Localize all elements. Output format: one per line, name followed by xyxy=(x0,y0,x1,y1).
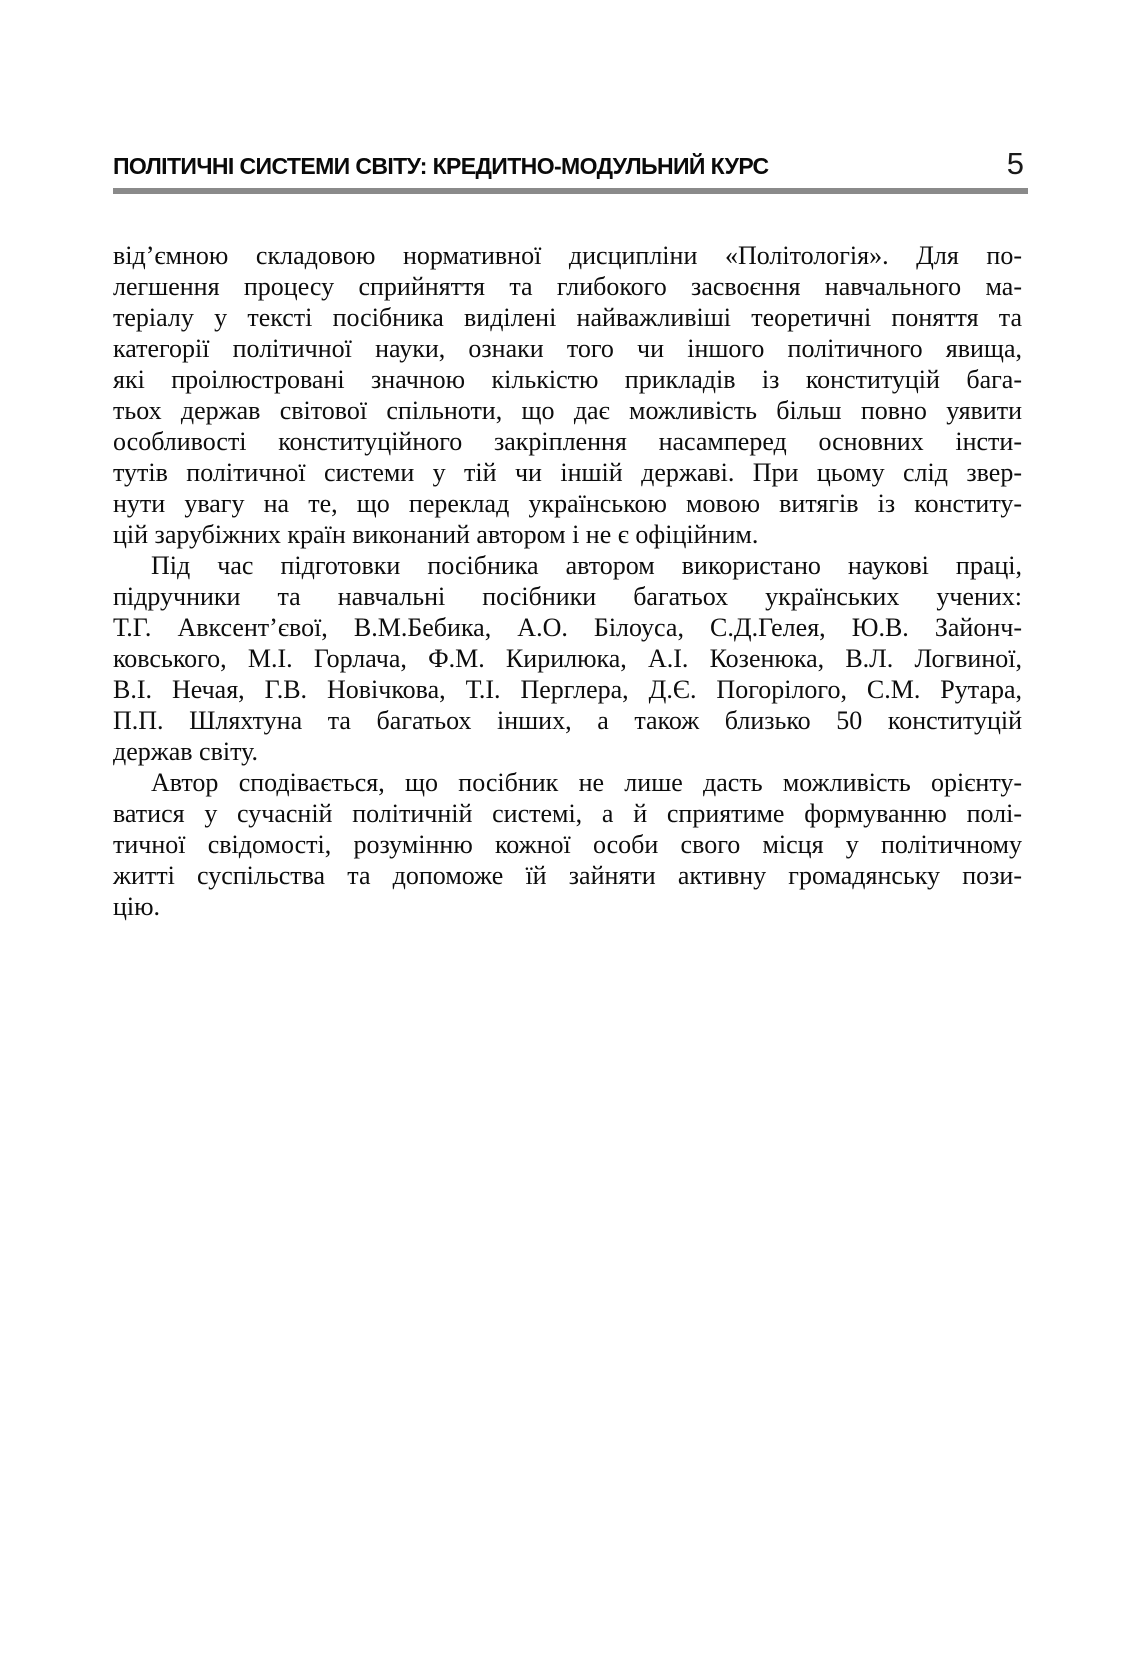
text-line: легшення процесу сприйняття та глибокого засвоєння навчального ма- xyxy=(113,272,1022,301)
text-line: цію. xyxy=(113,892,161,921)
text-line: тутів політичної системи у тій чи іншій державі. При цьому слід звер- xyxy=(113,458,1022,487)
text-line: житті суспільства та допоможе їй зайняти активну громадянську пози- xyxy=(113,861,1022,890)
text-line: від’ємною складовою нормативної дисципліни «Політологія». Для по- xyxy=(113,241,1022,270)
text-line: тьох держав світової спільноти, що дає можливість більш повно уявити xyxy=(113,396,1022,425)
text-line: які проілюстровані значною кількістю прикладів із конституцій бага- xyxy=(113,365,1022,394)
text-line: тичної свідомості, розумінню кожної особи свого місця у політичному xyxy=(113,830,1022,859)
text-line: ватися у сучасній політичній системі, а й сприятиме формуванню полі- xyxy=(113,799,1022,828)
text-line: ковського, М.І. Горлача, Ф.М. Кирилюка, А.І. Козенюка, В.Л. Логвиної, xyxy=(113,644,1022,673)
text-line: держав світу. xyxy=(113,737,259,766)
page-number: 5 xyxy=(1006,146,1024,181)
text-line: підручники та навчальні посібники багатьох українських учених: xyxy=(113,582,1022,611)
header-rule xyxy=(113,188,1028,194)
text-line: нути увагу на те, що переклад українською мовою витягів із конститу- xyxy=(113,489,1022,518)
body-text xyxy=(113,240,1022,922)
running-header xyxy=(113,148,1024,180)
paragraph-2 xyxy=(113,550,1022,767)
text-line: Під час підготовки посібника автором використано наукові праці, xyxy=(151,551,1022,580)
text-line: категорії політичної науки, ознаки того чи іншого політичного явища, xyxy=(113,334,1022,363)
paragraph-1 xyxy=(113,240,1022,550)
text-line: В.І. Нечая, Г.В. Новічкова, Т.І. Перглера, Д.Є. Погорілого, С.М. Рутара, xyxy=(113,675,1022,704)
paragraph-3 xyxy=(113,767,1022,922)
text-line: Т.Г. Авксент’євої, В.М.Бебика, А.О. Білоуса, С.Д.Гелея, Ю.В. Зайонч- xyxy=(113,613,1022,642)
text-line: П.П. Шляхтуна та багатьох інших, а також близько 50 конституцій xyxy=(113,706,1022,735)
text-line: особливості конституційного закріплення насамперед основних інсти- xyxy=(113,427,1022,456)
text-line: теріалу у тексті посібника виділені найважливіші теоретичні поняття та xyxy=(113,303,1022,332)
text-line: цій зарубіжних країн виконаний автором і не є офіційним. xyxy=(113,520,759,549)
text-line: Автор сподівається, що посібник не лише дасть можливість орієнту- xyxy=(151,768,1022,797)
header-title: ПОЛІТИЧНІ СИСТЕМИ СВІТУ: КРЕДИТНО-МОДУЛЬНИЙ КУРС xyxy=(113,153,769,179)
